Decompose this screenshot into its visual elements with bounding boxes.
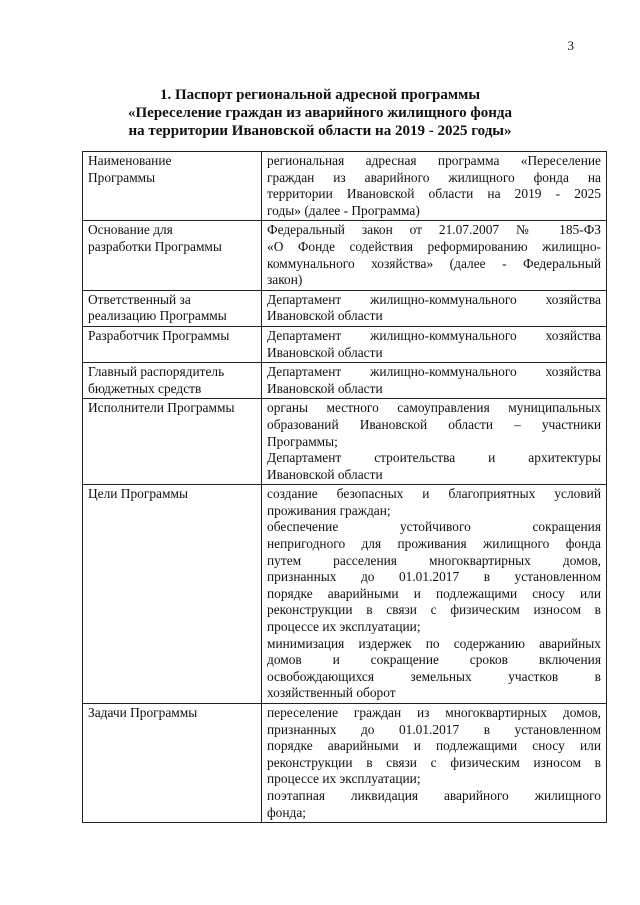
value-line: Ивановской области (267, 380, 383, 396)
value-line: Программы; (267, 433, 338, 449)
row-value (262, 399, 607, 485)
value-line: процессе их эксплуатации; (267, 771, 421, 787)
value-line: проживания граждан; (267, 502, 391, 518)
heading-line-2: «Переселение граждан из аварийного жилищного фонда (128, 105, 512, 121)
value-line: путем расселения многоквартирных домов, (267, 552, 601, 568)
value-line: территории Ивановской области на 2019 - 2025 (267, 186, 601, 202)
value-paragraph (267, 400, 601, 450)
heading-line-3: на территории Ивановской области на 2019 - 2025 годы» (128, 123, 512, 139)
section-heading (0, 86, 640, 140)
value-line: фонда; (267, 804, 307, 820)
row-label (83, 399, 262, 485)
table-row (83, 399, 607, 485)
value-line: граждан из аварийного жилищного фонда на (267, 169, 601, 185)
table-row (83, 152, 607, 221)
row-label-line: Исполнители Программы (88, 400, 235, 416)
row-label-line: разработки Программы (88, 238, 222, 254)
value-line: «О Фонде содействия реформированию жилищно- (267, 238, 601, 254)
value-paragraph (267, 328, 601, 361)
row-value (262, 221, 607, 290)
row-label-line: Разработчик Программы (88, 327, 230, 343)
row-label (83, 485, 262, 704)
row-label-line: бюджетных средств (88, 380, 202, 396)
value-line: региональная адресная программа «Переселение (267, 153, 601, 168)
value-paragraph (267, 222, 601, 288)
table-row (83, 326, 607, 362)
row-label (83, 704, 262, 823)
row-label (83, 363, 262, 399)
value-paragraph (267, 292, 601, 325)
value-line: хозяйственный оборот (267, 685, 396, 701)
program-passport-table (82, 151, 607, 823)
value-line: Федеральный закон от 21.07.2007 № 185-ФЗ (267, 222, 601, 238)
value-paragraph (267, 364, 601, 397)
row-label-line: реализацию Программы (88, 308, 227, 324)
row-value (262, 152, 607, 221)
row-label-line: Программы (88, 169, 156, 185)
value-paragraph (267, 153, 601, 219)
value-paragraph (267, 486, 601, 519)
value-line: порядке аварийными и подлежащими сносу или (267, 585, 601, 601)
value-line: порядке аварийными и подлежащими сносу или (267, 738, 601, 754)
row-value (262, 326, 607, 362)
page-number: 3 (567, 38, 574, 53)
table-row (83, 704, 607, 823)
row-label (83, 326, 262, 362)
value-line: образований Ивановской области – участники (267, 416, 601, 432)
row-value (262, 704, 607, 823)
value-line: Департамент строительства и архитектуры (267, 450, 601, 466)
value-line: признанных до 01.01.2017 в установленном (267, 569, 601, 585)
row-label (83, 152, 262, 221)
row-label (83, 221, 262, 290)
value-line: домов и сокращение сроков включения (267, 652, 601, 668)
value-line: создание безопасных и благоприятных условий (267, 486, 601, 502)
value-line: реконструкции в связи с физическим износом в (267, 602, 601, 618)
value-paragraph (267, 788, 601, 821)
table-row (83, 290, 607, 326)
row-value (262, 363, 607, 399)
row-label-line: Ответственный за (88, 291, 191, 307)
value-line: процессе их эксплуатации; (267, 619, 421, 635)
table-row (83, 221, 607, 290)
row-label-line: Основание для (88, 222, 173, 238)
row-label-line: Цели Программы (88, 486, 188, 502)
value-line: Ивановской области (267, 344, 383, 360)
heading-line-1: 1. Паспорт региональной адресной программы (159, 87, 481, 103)
value-line: коммунального хозяйства» (далее - Федеральный (267, 255, 601, 271)
value-paragraph (267, 636, 601, 702)
row-label-line: Задачи Программы (88, 705, 198, 720)
table-row (83, 485, 607, 704)
value-line: Департамент жилищно-коммунального хозяйства (267, 327, 601, 343)
row-value (262, 485, 607, 704)
value-line: обеспечение устойчивого сокращения (267, 519, 601, 535)
value-line: Департамент жилищно-коммунального хозяйства (267, 291, 601, 307)
value-line: минимизация издержек по содержанию аварийных (267, 635, 601, 651)
value-line: переселение граждан из многоквартирных домов, (267, 705, 601, 720)
value-line: освобождающихся земельных участков в (267, 668, 601, 684)
row-label (83, 290, 262, 326)
value-line: поэтапная ликвидация аварийного жилищного (267, 787, 601, 803)
value-line: непригодного для проживания жилищного фонда (267, 536, 601, 552)
value-line: реконструкции в связи с физическим износом в (267, 754, 601, 770)
value-line: органы местного самоуправления муниципальных (267, 400, 601, 416)
value-line: Департамент жилищно-коммунального хозяйства (267, 364, 601, 380)
row-value (262, 290, 607, 326)
value-paragraph (267, 705, 601, 788)
value-paragraph (267, 450, 601, 483)
row-label-line: Главный распорядитель (88, 364, 225, 380)
row-label-line: Наименование (88, 153, 172, 168)
value-line: годы» (далее - Программа) (267, 202, 420, 218)
value-paragraph (267, 519, 601, 635)
value-line: признанных до 01.01.2017 в установленном (267, 721, 601, 737)
value-line: Ивановской области (267, 466, 383, 482)
value-line: закон) (267, 272, 303, 288)
table-row (83, 363, 607, 399)
value-line: Ивановской области (267, 308, 383, 324)
